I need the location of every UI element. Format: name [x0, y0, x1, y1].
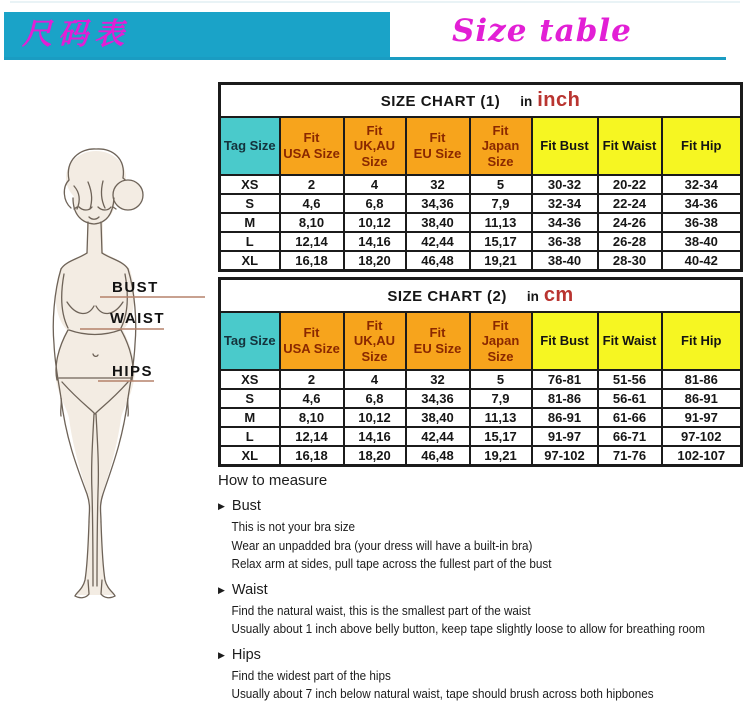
size-row-xs [220, 175, 742, 194]
size-cell: 97-102 [532, 446, 598, 466]
size-cell: 18,20 [344, 251, 406, 271]
size-cell: 15,17 [470, 427, 532, 446]
measure-heading-hips [218, 647, 750, 663]
size-cell: 14,16 [344, 427, 406, 446]
size-cell: L [220, 427, 280, 446]
measure-instruction-line: Find the widest part of the hips [231, 667, 391, 683]
size-cell: 61-66 [598, 408, 662, 427]
chart-title-text: SIZE CHART (2) [387, 288, 507, 305]
size-cell: 46,48 [406, 446, 470, 466]
table-title-cell [220, 279, 742, 313]
size-row-xl [220, 446, 742, 466]
size-cell: M [220, 213, 280, 232]
measure-guide-title: How to measure [218, 472, 328, 489]
column-header-fit-japan-size: Fit Japan Size [470, 312, 532, 370]
size-cell: 15,17 [470, 232, 532, 251]
size-cell: XS [220, 370, 280, 389]
measure-instruction-line: Usually about 7 inch below natural waist, tape should brush across both hipbones [231, 686, 654, 701]
size-cell: 12,14 [280, 427, 344, 446]
column-header-fit-hip: Fit Hip [662, 117, 742, 175]
size-row-s [220, 389, 742, 408]
size-cell: 8,10 [280, 408, 344, 427]
size-cell: S [220, 194, 280, 213]
size-cell: 4 [344, 175, 406, 194]
column-header-fit-waist: Fit Waist [598, 117, 662, 175]
size-cell: 6,8 [344, 194, 406, 213]
size-cell: 24-26 [598, 213, 662, 232]
size-cell: 11,13 [470, 408, 532, 427]
measure-heading-label: Waist [231, 581, 268, 598]
column-header-fit-japan-size: Fit Japan Size [470, 117, 532, 175]
size-cell: 71-76 [598, 446, 662, 466]
column-header-tag-size: Tag Size [220, 312, 280, 370]
size-row-l [220, 427, 742, 446]
size-row-xs [220, 370, 742, 389]
banner-block [4, 12, 390, 57]
unit-prefix-text: in [520, 94, 533, 109]
size-chart-cm-table [218, 277, 743, 467]
size-cell: 22-24 [598, 194, 662, 213]
size-cell: S [220, 389, 280, 408]
size-cell: M [220, 408, 280, 427]
decorative-hairline [10, 1, 740, 3]
size-cell: 102-107 [662, 446, 742, 466]
measure-instruction-line: This is not your bra size [231, 519, 356, 534]
column-header-fit-waist: Fit Waist [598, 312, 662, 370]
size-cell: 86-91 [532, 408, 598, 427]
hips-label: HIPS [112, 363, 154, 380]
bust-label: BUST [112, 279, 159, 296]
size-cell: 19,21 [470, 446, 532, 466]
size-cell: XL [220, 446, 280, 466]
size-cell: 51-56 [598, 370, 662, 389]
measure-heading-waist [218, 582, 750, 598]
size-cell: 8,10 [280, 213, 344, 232]
size-cell: 2 [280, 175, 344, 194]
column-header-fit-eu-size: Fit EU Size [406, 117, 470, 175]
column-header-fit-hip: Fit Hip [662, 312, 742, 370]
size-cell: 4,6 [280, 194, 344, 213]
size-cell: 38-40 [532, 251, 598, 271]
size-row-s [220, 194, 742, 213]
size-cell: XL [220, 251, 280, 271]
unit-text: cm [543, 284, 574, 306]
measure-instruction-line: Find the natural waist, this is the smallest part of the waist [231, 602, 531, 618]
size-cell: 10,12 [344, 408, 406, 427]
size-cell: 34,36 [406, 389, 470, 408]
table-header-row [220, 117, 742, 175]
size-cell: 56-61 [598, 389, 662, 408]
banner-underline [4, 57, 726, 60]
size-cell: 16,18 [280, 251, 344, 271]
size-cell: 81-86 [532, 389, 598, 408]
column-header-fit-uk-au-size: Fit UK,AU Size [344, 312, 406, 370]
bullet-triangle-icon: ▶ [218, 649, 225, 660]
size-cell: 36-38 [662, 213, 742, 232]
body-figure-illustration [8, 140, 208, 620]
measure-instruction-line: Usually about 1 inch above belly button, keep tape slightly loose to allow for breathing room [231, 621, 705, 636]
bullet-triangle-icon: ▶ [218, 501, 225, 511]
size-cell: 97-102 [662, 427, 742, 446]
size-cell: 16,18 [280, 446, 344, 466]
size-cell: 76-81 [532, 370, 598, 389]
size-cell: 5 [470, 370, 532, 389]
size-cell: XS [220, 175, 280, 194]
size-cell: 32-34 [532, 194, 598, 213]
size-row-xl [220, 251, 742, 271]
size-row-l [220, 232, 742, 251]
size-cell: 4,6 [280, 389, 344, 408]
size-cell: 34,36 [406, 194, 470, 213]
size-cell: 34-36 [532, 213, 598, 232]
size-cell: 34-36 [662, 194, 742, 213]
column-header-fit-bust: Fit Bust [532, 117, 598, 175]
measure-instruction-line: Wear an unpadded bra (your dress will have a built-in bra) [231, 537, 533, 553]
size-cell: 30-32 [532, 175, 598, 194]
size-cell: 32 [406, 370, 470, 389]
size-cell: 42,44 [406, 232, 470, 251]
unit-prefix-text: in [526, 289, 539, 304]
size-cell: 36-38 [532, 232, 598, 251]
size-cell: 86-91 [662, 389, 742, 408]
size-cell: 40-42 [662, 251, 742, 271]
table-title-cell [220, 84, 742, 118]
size-cell: 5 [470, 175, 532, 194]
column-header-fit-usa-size: Fit USA Size [280, 312, 344, 370]
column-header-fit-uk-au-size: Fit UK,AU Size [344, 117, 406, 175]
measure-instruction-line: Relax arm at sides, pull tape across the fullest part of the bust [231, 556, 552, 571]
unit-text: inch [537, 89, 581, 111]
size-cell: 7,9 [470, 389, 532, 408]
size-cell: L [220, 232, 280, 251]
size-cell: 2 [280, 370, 344, 389]
table-title-row [220, 279, 742, 313]
size-cell: 91-97 [532, 427, 598, 446]
size-cell: 46,48 [406, 251, 470, 271]
size-cell: 19,21 [470, 251, 532, 271]
column-header-fit-eu-size: Fit EU Size [406, 312, 470, 370]
size-cell: 32 [406, 175, 470, 194]
size-cell: 7,9 [470, 194, 532, 213]
waist-label: WAIST [110, 310, 165, 327]
size-cell: 10,12 [344, 213, 406, 232]
size-cell: 42,44 [406, 427, 470, 446]
measure-heading-bust [218, 498, 750, 514]
size-cell: 91-97 [662, 408, 742, 427]
banner-chinese-title: 尺码表 [22, 17, 130, 52]
size-cell: 32-34 [662, 175, 742, 194]
column-header-tag-size: Tag Size [220, 117, 280, 175]
column-header-fit-usa-size: Fit USA Size [280, 117, 344, 175]
measure-guide [218, 472, 750, 704]
table-title-row [220, 84, 742, 118]
size-row-m [220, 213, 742, 232]
size-cell: 11,13 [470, 213, 532, 232]
size-cell: 6,8 [344, 389, 406, 408]
table-header-row [220, 312, 742, 370]
size-cell: 14,16 [344, 232, 406, 251]
measure-heading-label: Hips [231, 646, 261, 663]
chart-title-text: SIZE CHART (1) [380, 93, 501, 110]
bullet-triangle-icon: ▶ [218, 584, 225, 595]
size-cell: 28-30 [598, 251, 662, 271]
size-cell: 81-86 [662, 370, 742, 389]
size-cell: 26-28 [598, 232, 662, 251]
size-cell: 20-22 [598, 175, 662, 194]
size-cell: 66-71 [598, 427, 662, 446]
size-cell: 4 [344, 370, 406, 389]
banner-english-title: Size table [452, 13, 632, 49]
column-header-fit-bust: Fit Bust [532, 312, 598, 370]
size-cell: 18,20 [344, 446, 406, 466]
size-cell: 38,40 [406, 213, 470, 232]
size-cell: 38-40 [662, 232, 742, 251]
measure-heading-label: Bust [231, 498, 261, 514]
size-cell: 38,40 [406, 408, 470, 427]
size-row-m [220, 408, 742, 427]
size-cell: 12,14 [280, 232, 344, 251]
size-chart-inch-table [218, 82, 743, 272]
